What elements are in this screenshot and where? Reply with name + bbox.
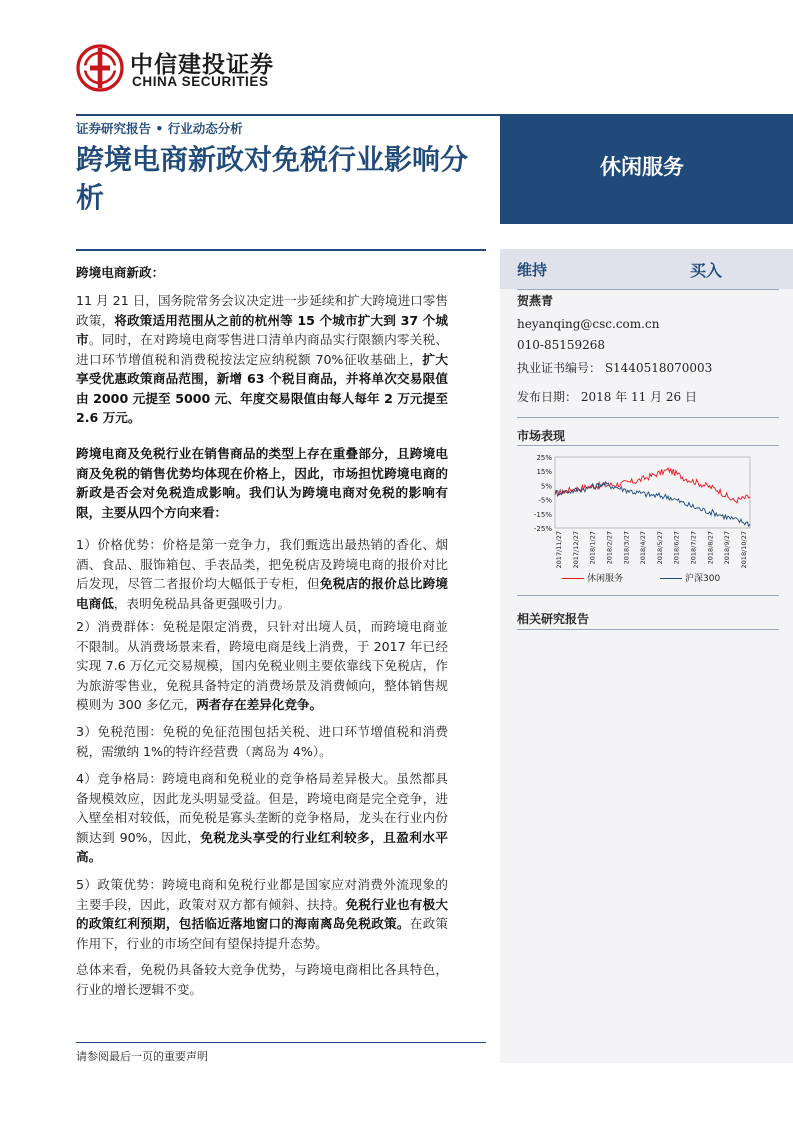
title-rule bbox=[76, 249, 486, 251]
market-chart bbox=[510, 448, 790, 588]
publish-date: 发布日期： 2018 年 11 月 26 日 bbox=[517, 390, 697, 404]
p3-bold: 免税店的报价总比跨境电商低 bbox=[76, 576, 449, 611]
x-tick-label: 2018/4/27 bbox=[639, 531, 648, 565]
report-type: 证券研究报告 • 行业动态分析 bbox=[76, 121, 243, 136]
paragraph-6 bbox=[76, 769, 448, 867]
y-tick-label: 15% bbox=[536, 468, 552, 477]
p7-bold: 免税行业也有极大的政策红利预期，包括临近落地窗口的海南离岛免税政策。 bbox=[76, 896, 449, 931]
market-heading: 市场表现 bbox=[517, 429, 566, 443]
y-tick-label: 25% bbox=[536, 454, 552, 462]
sidebar-divider bbox=[517, 289, 779, 290]
sidebar bbox=[500, 249, 793, 1063]
x-tick-label: 2018/2/27 bbox=[605, 531, 614, 565]
legend-item-sector bbox=[562, 571, 623, 584]
y-tick-label: -25% bbox=[533, 525, 552, 533]
y-tick-label: 5% bbox=[540, 482, 552, 491]
series-line-0 bbox=[555, 468, 750, 503]
p7-text: 5）政策优势：跨境电商和免税行业都是国家应对消费外流现象的主要手段，因此，政策对双方都有倾斜、扶持。 bbox=[76, 877, 448, 912]
p1-text-2: 。同时，在对跨境电商零售进口清单内商品实行限额内零关税、进口环节增值税和消费税按法定应纳税额 70%征收基础上， bbox=[76, 332, 449, 367]
page-title: 跨境电商新政对免税行业影响分析 bbox=[76, 143, 469, 214]
company-logo bbox=[76, 44, 296, 96]
paragraph-2 bbox=[76, 444, 448, 522]
x-tick-label: 2018/9/27 bbox=[723, 531, 732, 565]
legend-label-index: 沪深300 bbox=[685, 574, 721, 584]
rating-action: 维持 bbox=[517, 261, 548, 279]
p1-text: 11 月 21 日，国务院常务会议决定进一步延续和扩大跨境进口零售政策， bbox=[76, 293, 448, 328]
x-tick-label: 2018/10/27 bbox=[740, 531, 748, 569]
x-tick-label: 2018/7/27 bbox=[689, 531, 698, 565]
industry-label: 休闲服务 bbox=[600, 155, 684, 179]
p2-bold: 跨境电商及免税行业在销售商品的类型上存在重叠部分，且跨境电商及免税的销售优势均体现在价格上，因此，市场担忧跨境电商的新政是否会对免税造成影响。我们认为跨境电商对免税的影响有限，主要从四个方向来看： bbox=[76, 446, 448, 520]
y-tick-label: -5% bbox=[538, 496, 552, 505]
paragraph-1 bbox=[76, 291, 448, 428]
paragraph-5 bbox=[76, 722, 448, 761]
x-tick-label: 2018/5/27 bbox=[655, 531, 664, 565]
logo-name-cn: 中信建投证券 bbox=[130, 52, 274, 78]
p4-bold: 两者存在差异化竞争。 bbox=[196, 697, 323, 712]
p8-text: 总体来看，免税仍具备较大竞争优势，与跨境电商相比各具特色，行业的增长逻辑不变。 bbox=[76, 962, 448, 997]
analyst-email[interactable]: heyanqing@csc.com.cn bbox=[517, 317, 660, 331]
p3-text: 1）价格优势：价格是第一竞争力，我们甄选出最热销的香化、烟酒、食品、服饰箱包、手表品类，把免税店及跨境电商的报价对比后发现，尽管二者报价均大幅低于专柜，但 bbox=[76, 537, 448, 591]
p6-text: 4）竞争格局：跨境电商和免税业的竞争格局差异极大。虽然都具备规模效应，因此龙头明显受益。但是，跨境电商是完全竞争，进入壁垒相对较低，而免税是寡头垄断的竞争格局，龙头在行业内份额达到 90%，因此， bbox=[76, 771, 448, 845]
p1-bold-2: 扩大享受优惠政策商品范围，新增 63 个税目商品，并将单次交易限值由 2000 元提至 5000 元、年度交易限值由每人每年 2 万元提至 2.6 万元。 bbox=[76, 351, 448, 425]
legend-swatch-index bbox=[660, 578, 682, 579]
paragraph-4 bbox=[76, 617, 448, 715]
x-tick-label: 2018/6/27 bbox=[672, 531, 681, 565]
x-tick-label: 2017/12/27 bbox=[571, 531, 580, 569]
p3-text-2: ，表明免税品具备更强吸引力。 bbox=[113, 595, 291, 611]
sidebar-divider bbox=[517, 445, 779, 446]
legend-label-sector: 休闲服务 bbox=[587, 574, 624, 584]
industry-banner bbox=[500, 114, 793, 224]
legend-item-index bbox=[660, 571, 720, 584]
x-tick-label: 2018/8/27 bbox=[706, 531, 715, 565]
p1-bold: 将政策适用范围从之前的杭州等 15 个城市扩大到 37 个城市 bbox=[76, 312, 449, 347]
sidebar-divider bbox=[517, 629, 779, 630]
x-tick-label: 2018/3/27 bbox=[622, 531, 631, 565]
p4-text: 2）消费群体：免税是限定消费，只针对出境人员，而跨境电商並不限制。从消费场景来看，跨境电商是线上消费，于 2017 年已经实现 7.6 万亿元交易规模，国内免税业则主要依靠线下免税店，作为旅游零售业，免税具备特定的消费场景及消费倾向，整体销售规模则为 300 多亿元， bbox=[76, 619, 448, 712]
footer-disclaimer: 请参阅最后一页的重要声明 bbox=[76, 1050, 208, 1063]
paragraph-7 bbox=[76, 875, 448, 953]
rating-value: 买入 bbox=[690, 261, 723, 280]
p7-text-2: 在政策作用下，行业的市场空间有望保持提升态势。 bbox=[76, 916, 448, 951]
sidebar-divider bbox=[517, 417, 779, 418]
footer-rule bbox=[76, 1042, 486, 1043]
paragraph-3 bbox=[76, 535, 448, 613]
csc-logo-icon bbox=[76, 44, 124, 92]
x-tick-label: 2017/11/27 bbox=[555, 531, 563, 569]
legend-swatch-sector bbox=[562, 578, 584, 579]
section-title: 跨境电商新政： bbox=[76, 265, 165, 280]
paragraph-8 bbox=[76, 960, 448, 999]
y-tick-label: -15% bbox=[533, 510, 552, 519]
rating-row bbox=[500, 249, 793, 289]
analyst-license: 执业证书编号： S1440518070003 bbox=[517, 361, 713, 375]
p6-bold: 免税龙头享受的行业红利较多，且盈利水平高。 bbox=[76, 829, 449, 864]
sidebar-divider bbox=[517, 595, 779, 596]
analyst-name: 贺燕青 bbox=[517, 294, 554, 308]
analyst-phone: 010-85159268 bbox=[517, 338, 606, 352]
p5-text: 3）免税范围：免税的免征范围包括关税、进口环节增值税和消费税，需缴纳 1%的特许经营费（离岛为 4%）。 bbox=[76, 724, 448, 759]
x-tick-label: 2018/1/27 bbox=[588, 531, 597, 565]
logo-name-en: CHINA SECURITIES bbox=[132, 74, 269, 89]
related-heading: 相关研究报告 bbox=[517, 612, 590, 626]
